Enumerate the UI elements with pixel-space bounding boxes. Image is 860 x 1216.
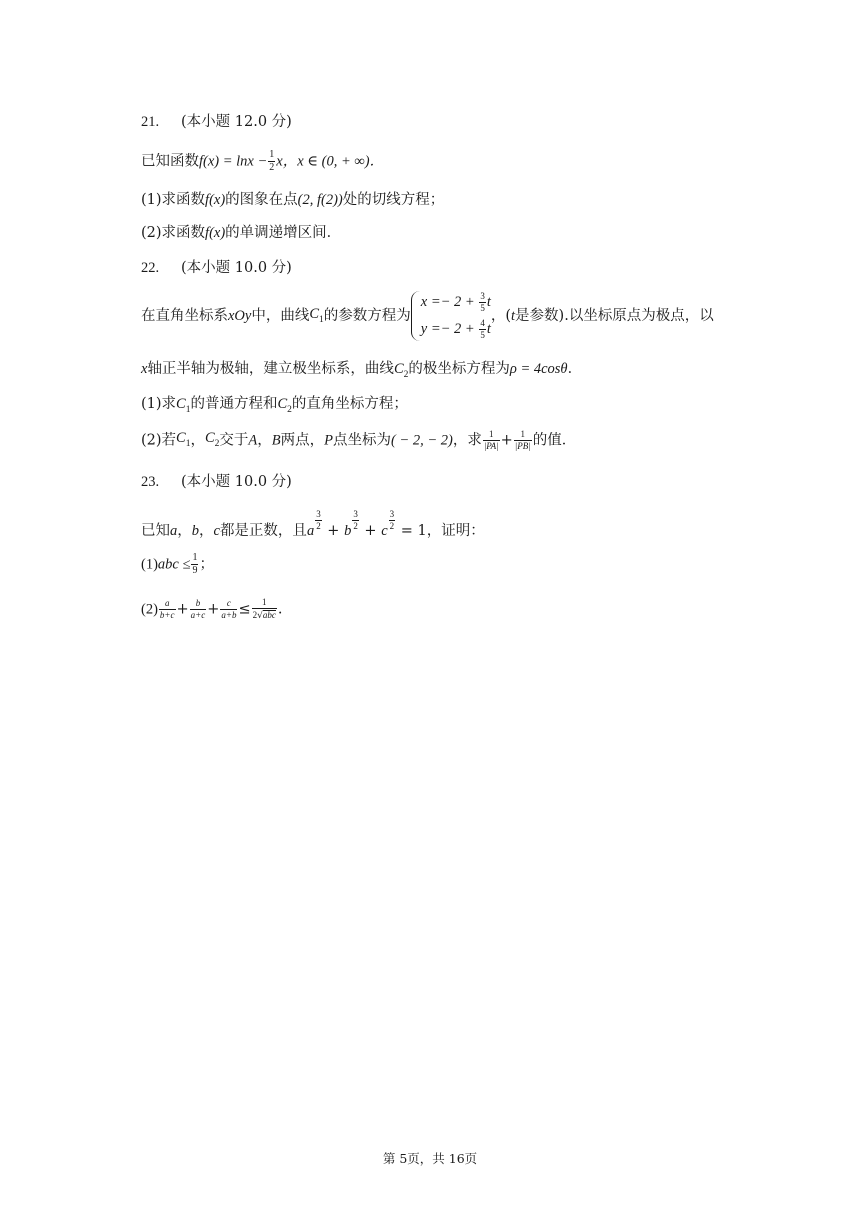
problem-21-part-1: (1)求函数f(x)的图象在点(2, f(2))处的切线方程； — [141, 192, 445, 208]
problem-points: (本小题 10.0 分) — [181, 474, 292, 490]
problem-number: 23. — [141, 474, 160, 490]
problem-22-part-2: (2)若$C_1$，$C_2$交于A，B两点，P点坐标为( − 2, − 2)，求 $\frac{1}{|PA|}$ + $\frac{1}{|PB|}$ 的值． — [141, 429, 577, 451]
fraction: $\frac{1}{|PA|}$ — [483, 429, 499, 451]
problem-22-stem: 在直角坐标系xOy中，曲线$C_1$的参数方程为 x =− 2 + $\frac{3}{5}$ t y =− 2 + $\frac{4}{5}$ t ，(t是参数).以坐标原点为极点，以 — [141, 289, 714, 343]
problem-points: (本小题 10.0 分) — [181, 260, 292, 276]
problem-23-part-1: (1)abc ≤ $\frac{1}{9}$ ； — [141, 552, 214, 576]
problem-23-stem: 已知a，b，c都是正数，且a $\frac{3}{2}$ + b $\frac{3}{2}$ + c $\frac{3}{2}$ = 1，证明： — [141, 509, 485, 539]
page-footer: 第 5页，共 16页 — [382, 1151, 478, 1166]
problem-21-stem: 已知函数f(x) = lnx − $\frac{1}{2}$ x，x ∈ (0, + ∞)． — [141, 149, 385, 173]
problem-22-header — [141, 261, 292, 276]
problem-21-header — [141, 115, 292, 130]
problem-number: 22. — [141, 260, 160, 276]
equation-system: x =− 2 + $\frac{3}{5}$ t y =− 2 + $\frac{4}{5}$ t — [411, 289, 491, 343]
problem-points: (本小题 12.0 分) — [181, 114, 292, 130]
problem-number: 21. — [141, 114, 160, 130]
problem-22-part-1: (1)求$C_1$的普通方程和$C_2$的直角坐标方程； — [141, 396, 408, 415]
problem-21-part-2: (2)求函数f(x)的单调递增区间． — [141, 225, 342, 241]
fraction: $\frac{1}{2}$ — [269, 149, 275, 173]
problem-22-stem-line-2: x轴正半轴为极轴，建立极坐标系，曲线$C_2$的极坐标方程为ρ = 4cosθ． — [141, 361, 583, 380]
problem-23-part-2: (2) $\frac{a}{b+c}$ + $\frac{b}{a+c}$ + $\frac{c}{a+b}$ ≤ $\frac{1}{\text{2√abc}}$ . — [141, 597, 283, 621]
problem-23-header — [141, 475, 292, 490]
fraction: $\frac{1}{|PB|}$ — [514, 429, 531, 451]
